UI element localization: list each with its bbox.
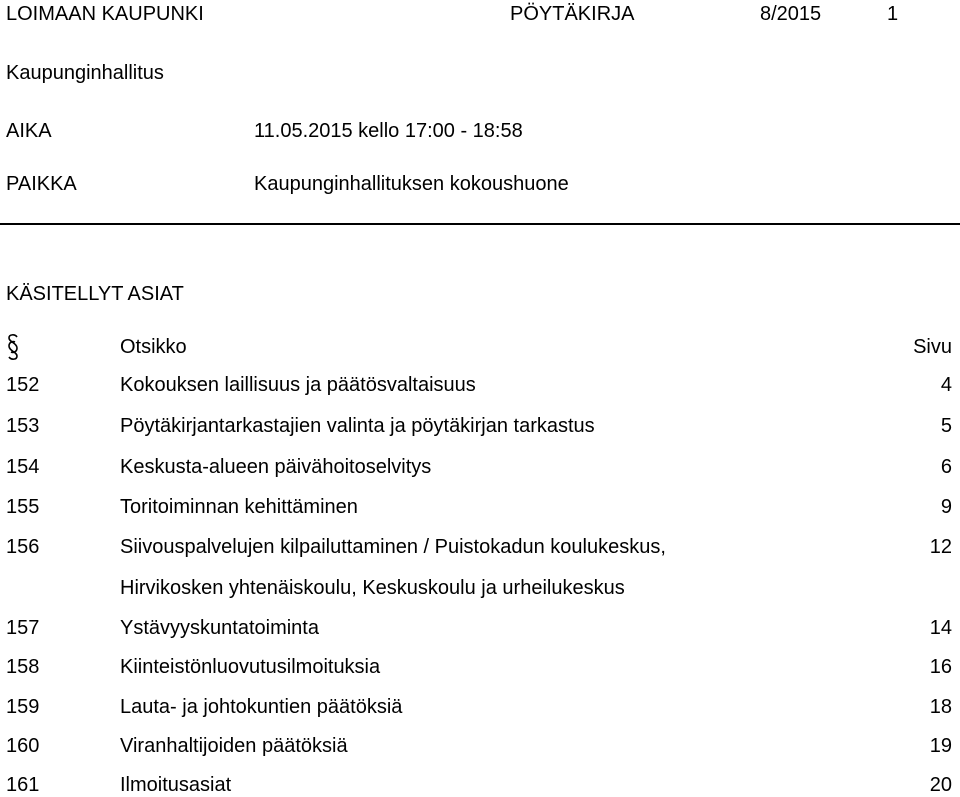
item-page: 20 — [929, 774, 952, 796]
item-page: 16 — [929, 656, 952, 678]
item-title: Pöytäkirjantarkastajien valinta ja pöytäkirjan tarkastus — [120, 415, 595, 437]
item-title: Keskusta-alueen päivähoitoselvitys — [120, 456, 432, 478]
agenda-row — [0, 655, 960, 695]
item-page: 14 — [929, 617, 952, 639]
agenda-row — [0, 495, 960, 535]
item-number: 155 — [6, 496, 40, 518]
item-title: Kiinteistönluovutusilmoituksia — [120, 656, 381, 678]
column-header-title: Otsikko — [120, 336, 187, 358]
document-number: 8/2015 — [760, 3, 822, 25]
agenda-row — [0, 535, 960, 615]
place-value: Kaupunginhallituksen kokoushuone — [254, 173, 569, 195]
item-title: Viranhaltijoiden päätöksiä — [120, 735, 348, 757]
agenda-row — [0, 414, 960, 454]
item-number: 160 — [6, 735, 40, 757]
time-value: 11.05.2015 kello 17:00 - 18:58 — [254, 120, 523, 142]
item-title: Siivouspalvelujen kilpailuttaminen / Puistokadun koulukeskus, — [120, 536, 666, 558]
item-title: Toritoiminnan kehittäminen — [120, 496, 358, 518]
column-header-page: Sivu — [913, 336, 952, 358]
item-page: 18 — [929, 696, 952, 718]
agenda-row — [0, 773, 960, 797]
item-number: 159 — [6, 696, 40, 718]
item-number: 153 — [6, 415, 40, 437]
document-type: PÖYTÄKIRJA — [510, 3, 635, 25]
agenda-row — [0, 455, 960, 495]
agenda-row — [0, 695, 960, 735]
item-number: 154 — [6, 456, 40, 478]
organization-name: LOIMAAN KAUPUNKI — [6, 3, 204, 25]
page-number: 1 — [887, 3, 899, 25]
agenda-row — [0, 734, 960, 774]
item-page: 9 — [940, 496, 952, 518]
item-title: Kokouksen laillisuus ja päätösvaltaisuus — [120, 374, 476, 396]
item-page: 5 — [940, 415, 952, 437]
item-title-continuation: Hirvikosken yhtenäiskoulu, Keskuskoulu ja urheilukeskus — [120, 577, 625, 599]
item-page: 4 — [940, 374, 952, 396]
item-page: 19 — [929, 735, 952, 757]
item-number: 156 — [6, 536, 40, 558]
place-label: PAIKKA — [6, 173, 77, 195]
agenda-heading: KÄSITELLYT ASIAT — [6, 283, 184, 305]
item-page: 12 — [929, 536, 952, 558]
agenda-row — [0, 616, 960, 656]
section-divider — [0, 223, 960, 225]
time-label: AIKA — [6, 120, 52, 142]
agenda-row — [0, 373, 960, 413]
section-sign-icon — [6, 334, 20, 360]
governing-body: Kaupunginhallitus — [6, 62, 164, 84]
item-number: 152 — [6, 374, 40, 396]
item-title: Ilmoitusasiat — [120, 774, 232, 796]
item-title: Lauta- ja johtokuntien päätöksiä — [120, 696, 403, 718]
item-number: 161 — [6, 774, 40, 796]
item-title: Ystävyyskuntatoiminta — [120, 617, 319, 639]
item-number: 157 — [6, 617, 40, 639]
item-number: 158 — [6, 656, 40, 678]
item-page: 6 — [940, 456, 952, 478]
